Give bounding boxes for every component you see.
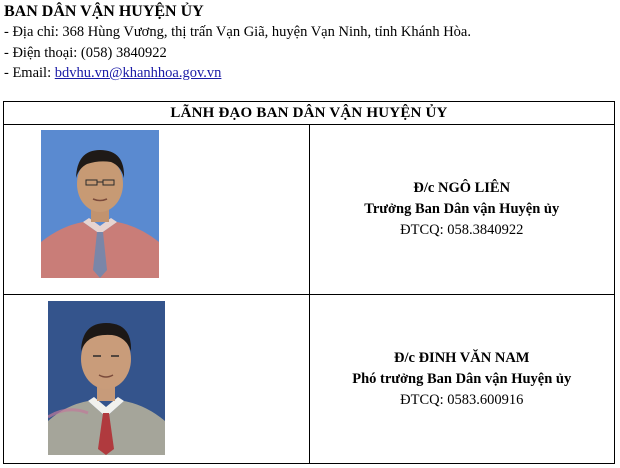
page-title: BAN DÂN VẬN HUYỆN ỦY: [4, 3, 204, 20]
leader-info-cell: [309, 125, 615, 295]
table-row: [4, 125, 615, 295]
portrait-photo-icon: [41, 130, 159, 278]
portrait-photo-icon: [48, 301, 165, 455]
address-line: - Địa chỉ: 368 Hùng Vương, thị trấn Vạn Giã, huyện Vạn Ninh, tỉnh Khánh Hòa.: [4, 24, 471, 40]
email-line: [4, 63, 471, 84]
contact-info: [4, 22, 471, 84]
phone-line: - Điện thoại: (058) 3840922: [4, 44, 167, 61]
leader-role: Phó trưởng Ban Dân vận Huyện ủy: [352, 370, 572, 387]
email-label: - Email:: [4, 65, 55, 81]
leader-info-cell: [309, 295, 615, 464]
leader-phone: ĐTCQ: 058.3840922: [400, 222, 524, 238]
table-row: [4, 295, 615, 464]
leader-name: Đ/c ĐINH VĂN NAM: [394, 349, 530, 366]
leaders-table: [3, 101, 615, 464]
table-header: LÃNH ĐẠO BAN DÂN VẬN HUYỆN ỦY: [4, 102, 615, 125]
email-link[interactable]: bdvhu.vn@khanhhoa.gov.vn: [54, 65, 222, 81]
leader-phone: ĐTCQ: 0583.600916: [400, 391, 524, 408]
leader-name: Đ/c NGÔ LIÊN: [413, 180, 511, 196]
leader-role: Trưởng Ban Dân vận Huyện ủy: [364, 201, 560, 217]
photo-cell: [4, 125, 310, 295]
photo-cell: [4, 295, 310, 464]
